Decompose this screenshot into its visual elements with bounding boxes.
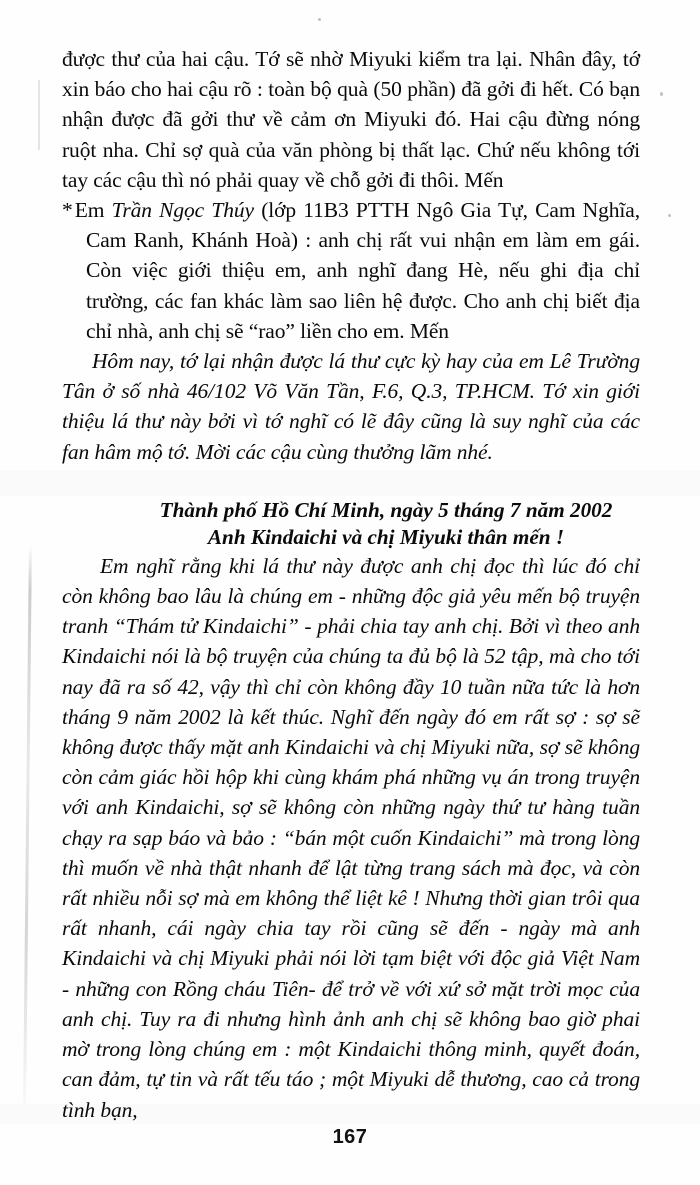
letter-greeting: Anh Kindaichi và chị Miyuki thân mến !	[207, 524, 565, 549]
scan-artifact-speck	[668, 214, 671, 217]
reader-name-italic: Trần Ngọc Thúy	[111, 198, 254, 223]
paragraph-starred-reader-item	[62, 195, 640, 346]
page-text-column	[62, 44, 640, 1125]
paragraph-reply-to-readers: được thư của hai cậu. Tớ sẽ nhờ Miyuki kiểm tra lại. Nhân đây, tớ xin báo cho hai cậu rõ : toàn bộ quà (50 phần) đã gởi đi hết. Có bạn nhận được đã gởi thư về cảm ơn Miyuki đó. Hai cậu đừng nóng ruột nha. Chỉ sợ quà của văn phòng bị thất lạc. Chứ nếu không tới tay các cậu thì nó phải quay về chỗ gởi đi thôi. Mến	[62, 47, 640, 192]
paragraph-editor-intro: Hôm nay, tớ lại nhận được lá thư cực kỳ hay của em Lê Trường Tân ở số nhà 46/102 Võ Văn Tần, F.6, Q.3, TP.HCM. Tớ xin giới thiệu lá thư này bởi vì tớ nghĩ có lẽ đây cũng là suy nghĩ của các fan hâm mộ tớ. Mời các cậu cùng thưởng lãm nhé.	[62, 349, 640, 464]
letter-salutation-block	[62, 497, 640, 551]
letter-dateline: Thành phố Hồ Chí Minh, ngày 5 tháng 7 năm 2002	[159, 497, 613, 522]
scan-artifact-speck	[318, 18, 321, 21]
bullet-star: *	[62, 198, 75, 223]
scan-artifact-streak-top	[38, 80, 40, 150]
paragraph-letter-body: Em nghĩ rằng khi lá thư này được anh chị đọc thì lúc đó chỉ còn không bao lâu là chúng em - những độc giả yêu mến bộ truyện tranh “Thám tử Kindaichi” - phải chia tay anh chị. Bởi vì theo anh Kindaichi nói là bộ truyện của chúng ta đủ bộ là 52 tập, mà cho tới nay đã ra số 42, vậy thì chỉ còn không đầy 10 tuần nữa tức là hơn tháng 9 năm 2002 là kết thúc. Nghĩ đến ngày đó em rất sợ : sợ sẽ không được thấy mặt anh Kindaichi và chị Miyuki nữa, sợ sẽ không còn cảm giác hồi hộp khi cùng khám phá những vụ án trong truyện với anh Kindaichi, sợ sẽ không còn những ngày thứ tư hàng tuần chạy ra sạp báo và bảo : “bán một cuốn Kindaichi” mà trong lòng thì muốn về nhà thật nhanh để lật từng trang sách mà đọc, và còn rất nhiều nỗi sợ mà em không thể liệt kê ! Nhưng thời gian trôi qua rất nhanh, cái ngày chia tay rồi cũng sẽ đến - ngày mà anh Kindaichi và chị Miyuki phải nói lời tạm biệt với độc giả Việt Nam - những con Rồng cháu Tiên- để trở về với xứ sở mặt trời mọc của anh chị. Tuy ra đi nhưng hình ảnh anh chị sẽ không bao giờ phai mờ trong lòng chúng em : một Kindaichi thông minh, quyết đoán, can đảm, tự tin và rất tếu táo ; một Miyuki dễ thương, cao cả trong tình bạn,	[62, 553, 640, 1122]
scan-artifact-speck	[660, 92, 663, 96]
page-number: 167	[332, 1126, 368, 1148]
scan-artifact-streak-left	[23, 545, 32, 1105]
starred-item-lead: Em	[74, 198, 112, 223]
starred-item-body: (lớp 11B3 PTTH Ngô Gia Tự, Cam Nghĩa, Cam Ranh, Khánh Hoà) : anh chị rất vui nhận em làm em gái. Còn việc giới thiệu em, anh nghĩ đang Hè, nếu ghi địa chỉ trường, các fan khác làm sao liên hệ được. Cho anh chị biết địa chỉ nhà, anh chị sẽ “rao” liền cho em. Mến	[86, 198, 640, 343]
